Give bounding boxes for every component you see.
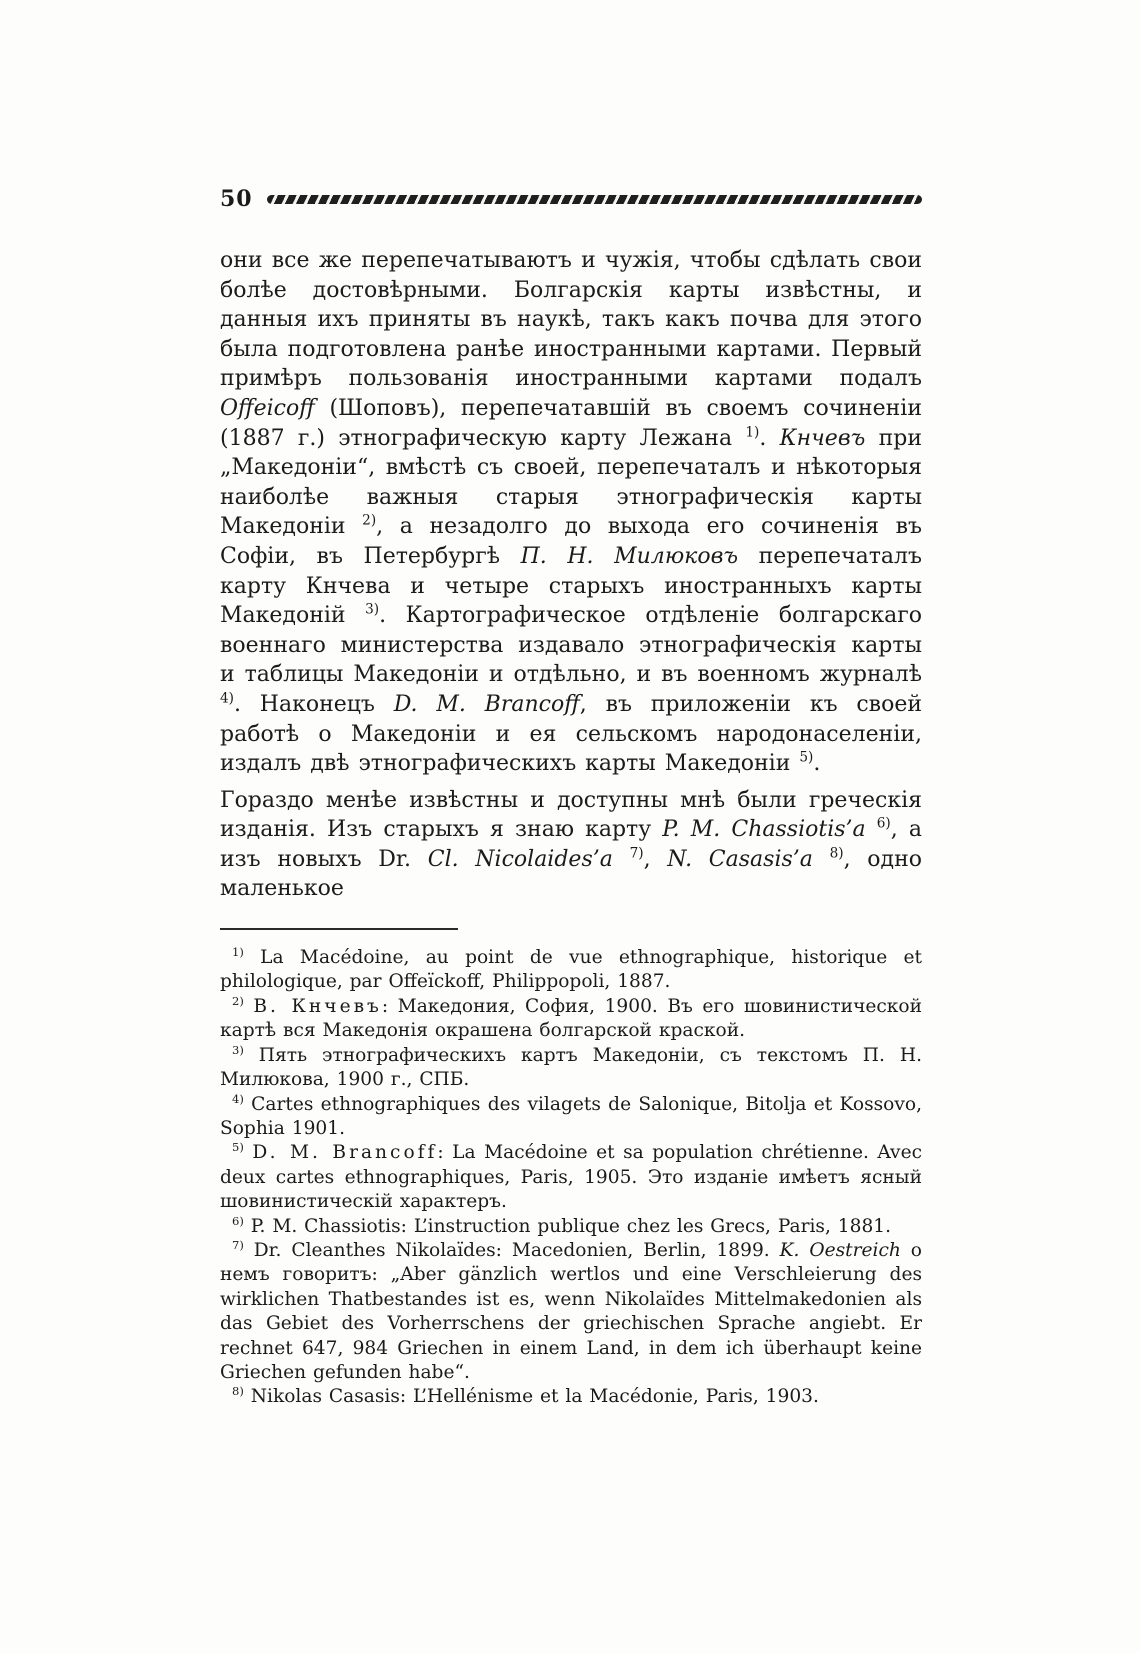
footnote-reference: 5) — [799, 749, 814, 766]
footnote-reference: 3) — [365, 601, 380, 618]
text-run — [813, 847, 830, 872]
text-run: . — [759, 425, 780, 451]
footnote-marker: 1) — [232, 944, 244, 959]
text-run: . — [813, 751, 821, 777]
footnote-reference: 6) — [876, 815, 891, 832]
footnote-item — [220, 946, 922, 995]
text-run: , — [643, 846, 668, 872]
footnote-reference: 7) — [629, 845, 644, 862]
footnote-item — [220, 1141, 922, 1214]
paragraph — [220, 786, 922, 904]
text-run: , а изъ новыхъ Dr. — [220, 817, 922, 872]
footnote-separator-rule — [220, 928, 458, 930]
footnote-reference: 8) — [829, 845, 844, 862]
footnote-marker: 8) — [232, 1384, 244, 1399]
text-run: . Наконецъ — [233, 691, 394, 717]
footnote-marker: 4) — [232, 1091, 244, 1106]
emphasized-text: П. Н. Милюковъ — [520, 543, 739, 569]
text-run: La Macédoine, au point de vue ethnographique, historique et philologique, par Offeïckoff, Philippopoli, 1887. — [220, 947, 922, 993]
footnote-marker: 7) — [232, 1237, 244, 1252]
page-header — [220, 186, 922, 212]
text-run: перепечаталъ карту Кнчева и четыре старыхъ иностранныхъ карты Македоній — [220, 543, 923, 629]
footnote-marker: 2) — [232, 993, 244, 1008]
text-run: . Картографическое отдѣленіе болгарскаго военнаго министерства издавало этнографическія карты и таблицы Македоніи и отдѣльно, и въ военномъ журналѣ — [220, 603, 923, 688]
text-run: (Шоповъ), перепечатавшій въ своемъ сочиненіи (1887 г.) этнографическую карту Лежана — [220, 395, 922, 451]
text-run: P. M. Chassiotis: L’instruction publique chez les Grecs, Paris, 1881. — [250, 1215, 892, 1237]
text-run: , въ приложеніи къ своей работѣ о Македоніи и ея сельскомъ народонаселеніи, издалъ двѣ этнографическихъ карты Македоніи — [220, 691, 922, 777]
emphasized-text: Кнчевъ — [779, 425, 866, 451]
emphasized-text: D. M. Brancoff — [393, 691, 580, 717]
emphasized-text: P. M. Chassiotis’a — [662, 817, 866, 843]
footnote-item — [220, 1044, 922, 1093]
text-run: : La Macédoine et sa population chrétienne. Avec deux cartes ethnographiques, Paris, 1905. Это изданіе имѣетъ ясный шовинистическій характеръ. — [220, 1142, 922, 1213]
paragraph — [220, 246, 922, 779]
text-run: при „Македоніи“, вмѣстѣ съ своей, перепечаталъ и нѣкоторыя наиболѣе важныя старыя этнографическія карты Македоніи — [220, 425, 922, 540]
footnote-item — [220, 995, 922, 1044]
text-run: : Македония, София, 1900. Въ его шовинистической картѣ вся Македонія окрашена болгарской краской. — [220, 995, 922, 1042]
text-run: Cartes ethnographiques des vilagets de Salonique, Bitolja et Kossovo, Sophia 1901. — [220, 1093, 922, 1139]
page-content — [220, 186, 922, 1410]
page-number: 50 — [220, 186, 253, 212]
footnote-marker: 3) — [232, 1042, 244, 1057]
text-run: Пять этнографическихъ картъ Македоніи, съ текстомъ П. Н. Милюкова, 1900 г., СПБ. — [220, 1044, 922, 1091]
emphasized-text: Offeicoff — [220, 395, 315, 421]
footnote-item — [220, 1239, 922, 1385]
text-run: Гораздо менѣе извѣстны и доступны мнѣ были греческія изданія. Изъ старыхъ я знаю карту — [220, 787, 922, 843]
footnote-reference: 1) — [745, 424, 760, 441]
footnotes — [220, 946, 922, 1410]
footnote-item — [220, 1215, 922, 1239]
footnote-marker: 5) — [232, 1140, 244, 1155]
footnote-marker: 6) — [232, 1213, 244, 1228]
footnote-item — [220, 1385, 922, 1409]
emphasized-text: Cl. Nicolaides’a — [427, 846, 613, 872]
footnote-item — [220, 1093, 922, 1142]
footnote-reference: 4) — [220, 690, 234, 707]
footnote-reference: 2) — [362, 513, 377, 530]
emphasized-text: N. Casasis’a — [667, 846, 813, 872]
text-run: они все же перепечатываютъ и чужія, чтобы сдѣлать свои болѣе достовѣрными. Болгарскія карты извѣстны, и данныя ихъ приняты въ наукѣ, такъ какъ почва для этого была подготовлена ранѣе иностранными картами. Первый примѣръ пользованія иностранными картами подалъ — [220, 248, 922, 392]
text-run: , а незадолго до выхода его сочиненія въ Софіи, въ Петербургѣ — [220, 514, 923, 569]
text-run: D. M. Brancoff — [252, 1142, 438, 1164]
text-run — [866, 817, 877, 842]
emphasized-text: K. Oestreich — [779, 1239, 901, 1261]
text-run — [613, 847, 630, 872]
text-run: В. Кнчевъ — [253, 995, 382, 1017]
main-text — [220, 246, 922, 904]
text-run: Nikolas Casasis: L’Hellénisme et la Macédonie, Paris, 1903. — [250, 1386, 819, 1408]
text-run: , одно маленькое — [220, 846, 923, 902]
text-run: Dr. Cleanthes Nikolaïdes: Macedonien, Berlin, 1899. — [253, 1239, 780, 1261]
text-run: о немъ говоритъ: „Aber gänzlich wertlos und eine Verschleierung des wirklichen Thatbestandes ist es, wenn Nikolaïdes Mittelmakedonien als das Gebiet des Vorherrschens der griechischen Sprache angiebt. Er rechnet 647, 984 Griechen in einem Land, in dem ich überhaupt keine Griechen gefunden habe“. — [220, 1239, 923, 1383]
header-ornament-band — [267, 195, 922, 204]
